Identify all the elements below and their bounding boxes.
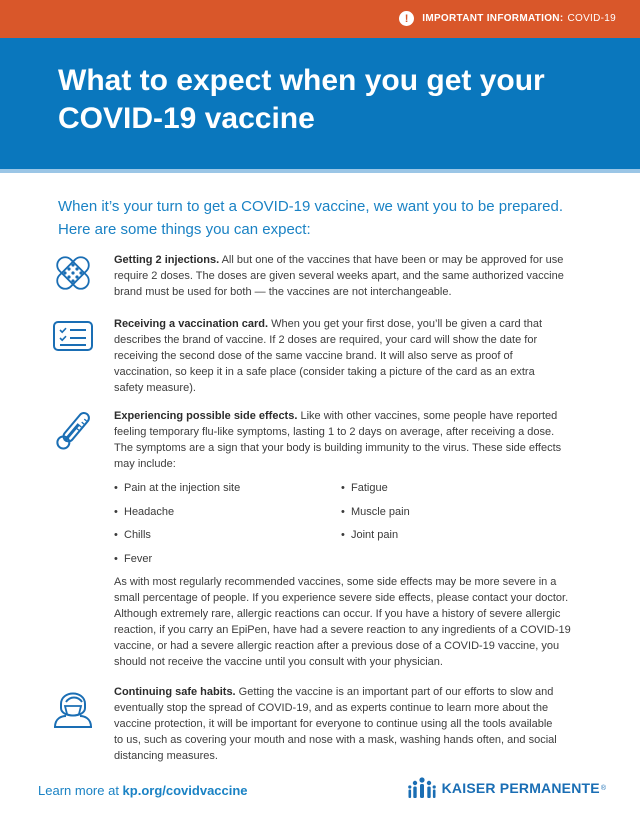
learn-more-prefix: Learn more at: [38, 783, 123, 798]
safe-habits-line: eventually stop the spread of COVID-19, and as experts continue to learn more about the: [114, 702, 549, 714]
hero-divider: [0, 169, 640, 173]
important-info-topic: COVID-19: [567, 13, 616, 24]
page-title-line2: COVID-19 vaccine: [58, 102, 315, 135]
kp-reg-mark: ®: [600, 784, 606, 792]
side-effects-line: may include:: [114, 458, 176, 470]
safe-habits-heading: Continuing safe habits.: [114, 686, 236, 698]
learn-more-link[interactable]: kp.org/covidvaccine: [122, 783, 248, 798]
thermometer-icon: [52, 408, 94, 454]
safe-habits-text: [114, 684, 584, 764]
vaccination-card-line: receiving the second dose of the same vaccine brand. It will also serve as proof of: [114, 350, 513, 362]
side-effects-list-left: [114, 480, 240, 574]
warning-line: Although extremely rare, allergic reactions can occur. If you have a history of severe allergic: [114, 608, 561, 620]
learn-more: [38, 783, 248, 798]
intro-text: [58, 195, 598, 241]
vaccination-card-line: describes the brand of vaccine. If 2 doses are required, your card will show the date for: [114, 334, 538, 346]
warning-line: should not receive the vaccine until you consult with your physician.: [114, 656, 443, 668]
injections-line: brand must be used for both — the vaccines are not interchangeable.: [114, 286, 452, 298]
side-effects-list: [114, 480, 584, 574]
side-effects-line: Like with other vaccines, some people have reported: [297, 410, 558, 422]
masked-person-icon: [52, 684, 94, 728]
kp-brand-name: KAISER PERMANENTE: [441, 780, 600, 796]
vaccination-card-line: vaccination, so keep it in a safe place (consider taking a picture of the card as an extra: [114, 366, 535, 378]
bandage-icon: [52, 252, 94, 294]
hero-banner: [0, 38, 640, 169]
injections-heading: Getting 2 injections.: [114, 254, 220, 266]
important-info-label: IMPORTANT INFORMATION:: [422, 13, 564, 24]
intro-line1: When it’s your turn to get a COVID-19 vaccine, we want you to be prepared.: [58, 198, 563, 215]
side-effects-warning: [114, 574, 584, 670]
list-item: • Joint pain: [341, 529, 399, 541]
side-effects-heading: Experiencing possible side effects.: [114, 410, 298, 422]
list-item: • Fatigue: [341, 482, 388, 494]
list-item: • Headache: [114, 505, 175, 518]
warning-line: small percentage of people. If you experience severe side effects, please contact your doctor.: [114, 592, 569, 604]
alert-icon: !: [399, 11, 414, 26]
safe-habits-line: distancing measures.: [114, 750, 218, 762]
kaiser-permanente-logo: [408, 776, 606, 800]
injections-text: [114, 252, 584, 300]
warning-line: As with most regularly recommended vaccines, some side effects may be more severe in a: [114, 576, 557, 588]
vaccination-card-line: When you get your first dose, you’ll be given a card that: [268, 318, 543, 330]
safe-habits-line: to us, such as covering your mouth and nose with a mask, washing hands often, and social: [114, 734, 557, 746]
list-item: • Muscle pain: [341, 505, 410, 518]
side-effects-text: [114, 408, 584, 472]
warning-line: reaction, if you carry an EpiPen, have had a severe reaction to any ingredients of a COVID-19: [114, 624, 571, 636]
page-title-line1: What to expect when you get your: [58, 64, 545, 97]
injections-line: All but one of the vaccines that have been or may be approved for use: [219, 254, 564, 266]
safe-habits-line: Getting the vaccine is an important part of our efforts to slow and: [235, 686, 554, 698]
list-item: • Fever: [114, 552, 153, 565]
kp-people-icon: [408, 776, 436, 800]
list-item: • Chills: [114, 529, 151, 541]
vaccination-card-icon: [52, 316, 94, 358]
side-effects-list-right: [341, 480, 410, 551]
intro-line2: Here are some things you can expect:: [58, 221, 311, 238]
page-title: [58, 62, 598, 138]
warning-line: vaccine, or had a severe allergic reaction after a previous dose of a COVID-19 vaccine, you: [114, 640, 560, 652]
important-info-tag: [399, 11, 616, 26]
side-effects-line: feeling temporary flu-like symptoms, lasting 1 to 2 days on average, after receiving a dose.: [114, 426, 555, 438]
injections-line: require 2 doses. The doses are given several weeks apart, and the same authorized vaccine: [114, 270, 564, 282]
side-effects-line: The symptoms are a sign that your body is building immunity to the virus. These side effects: [114, 442, 562, 454]
vaccination-card-text: [114, 316, 584, 396]
list-item: • Pain at the injection site: [114, 482, 241, 494]
safe-habits-line: vaccine protection, it will be important for everyone to continue using all the tools available: [114, 718, 553, 730]
vaccination-card-heading: Receiving a vaccination card.: [114, 318, 269, 330]
top-banner: [0, 0, 640, 38]
vaccination-card-line: safety measure).: [114, 382, 196, 394]
